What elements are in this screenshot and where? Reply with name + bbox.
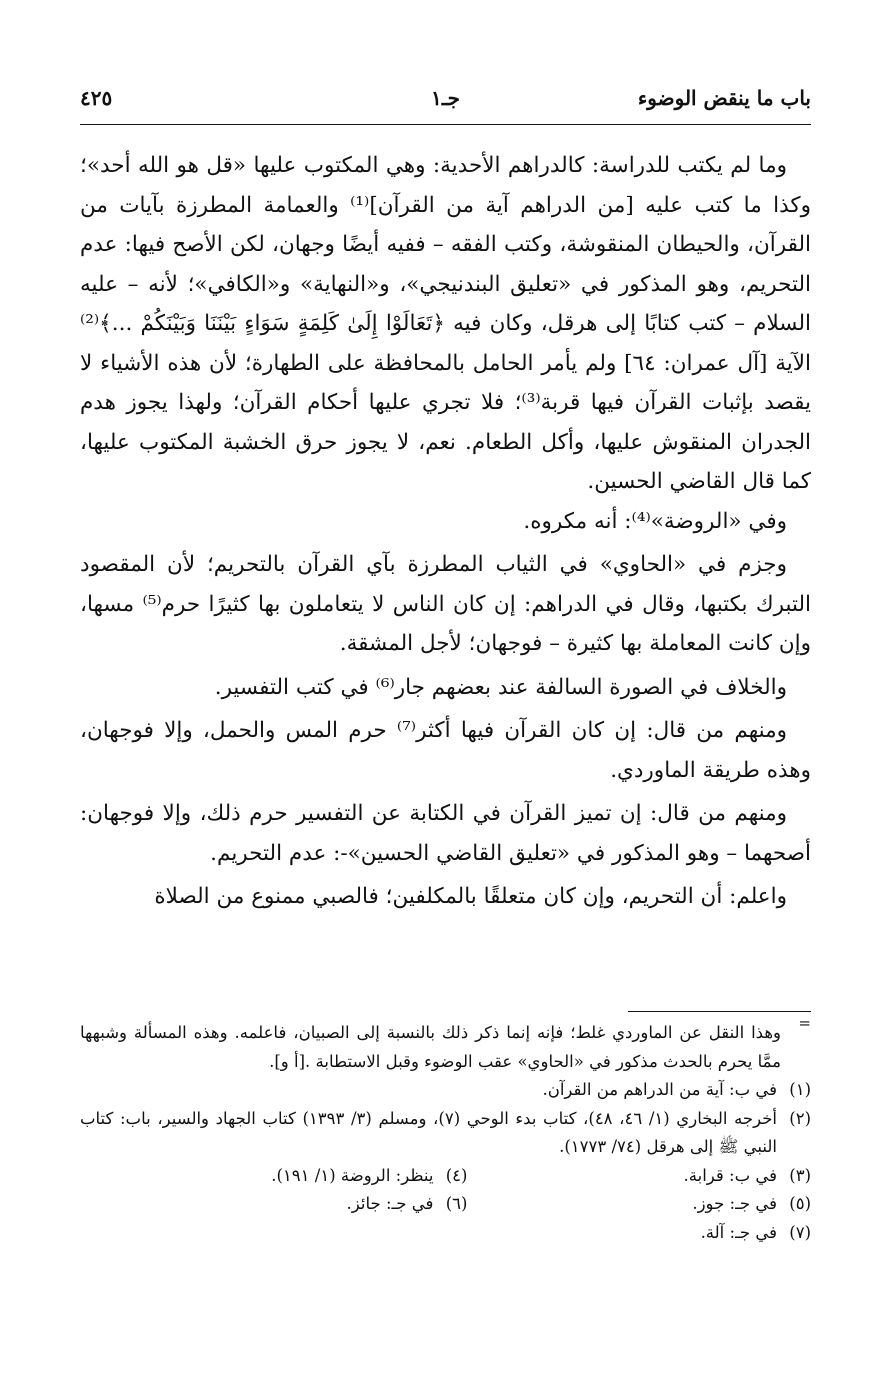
footnote-continuation: وهذا النقل عن الماوردي غلط؛ فإنه إنما ذكر ذلك بالنسبة إلى الصبيان، فاعلمه. وهذه المسألة وشبهها ممَّا يحرم بالحدث مذكور في «الحاوي» عقب الوضوء وقبل الاستطابة .[أ و]. bbox=[80, 1023, 781, 1071]
paragraph: والخلاف في الصورة السالفة عند بعضهم جار⁽⁶⁾ في كتب التفسير. bbox=[214, 674, 787, 700]
footnote-text: في جـ: آلة. bbox=[700, 1222, 777, 1242]
footnote-1 bbox=[80, 1076, 811, 1105]
paragraph: وما لم يكتب للدراسة: كالدراهم الأحدية: وهي المكتوب عليها «قل هو الله أحد»؛ وكذا ما كتب عليه [من الدراهم آية من القرآن]⁽¹⁾ والعمامة المطرزة بآيات من القرآن، والحيطان المنقوشة، وكتب الفقه – ففيه أيضًا وجهان، لكن الأصح فيها: عدم التحريم، وهو المذكور في «تعليق البندنيجي»، و«النهاية» و«الكافي»؛ لأنه – عليه السلام – كتب كتابًا إلى هرقل، وكان فيه ﴿تَعَالَوْا إِلَىٰ كَلِمَةٍ سَوَاءٍ بَيْنَنَا وَبَيْنَكُمْ ...﴾⁽²⁾ الآية [آل عمران: ٦٤] ولم يأمر الحامل بالمحافظة على الطهارة؛ لأن هذه الأشياء لا يقصد بإثبات القرآن فيها قربة⁽³⁾؛ فلا تجري عليها أحكام القرآن؛ ولهذا يجوز هدم الجدران المنقوش عليها، وأكل الطعام. نعم، لا يجوز حرق الخشبة المكتوب عليها، كما قال القاضي الحسين. bbox=[80, 153, 812, 494]
footnote-number: (٣) bbox=[789, 1165, 811, 1185]
page-number: ٤٢٥ bbox=[80, 86, 113, 110]
footnote-number: (٢) bbox=[789, 1108, 811, 1128]
paragraph: وجزم في «الحاوي» في الثياب المطرزة بآي القرآن بالتحريم؛ لأن المقصود التبرك بكتبها، وقال في الدراهم: إن كان الناس لا يتعاملون بها كثيرًا حرم⁽⁵⁾ مسها، وإن كانت المعاملة بها كثيرة – فوجهان؛ لأجل المشقة. bbox=[80, 552, 811, 656]
paragraph: ومنهم من قال: إن تميز القرآن في الكتابة عن التفسير حرم ذلك، وإلا فوجهان: أصحهما – وهو المذكور في «تعليق القاضي الحسين»-: عدم التحريم. bbox=[80, 801, 811, 866]
footnote-continuation-mark: = bbox=[798, 1014, 811, 1032]
footnote-row bbox=[80, 1162, 811, 1191]
footnote-number: (٤) bbox=[445, 1165, 468, 1185]
volume-label: جـ١ bbox=[431, 86, 460, 110]
footnote-6 bbox=[124, 1190, 468, 1219]
footnote-text: في ب: آية من الدراهم من القرآن. bbox=[542, 1080, 777, 1099]
footnote-7 bbox=[80, 1219, 811, 1248]
running-head bbox=[80, 86, 811, 120]
footnote-text: في ب: قرابة. bbox=[683, 1165, 777, 1185]
footnote-text: في جـ: جوز. bbox=[692, 1194, 777, 1213]
footnote-5 bbox=[467, 1190, 811, 1219]
footnote-divider bbox=[628, 1011, 811, 1012]
main-text bbox=[80, 146, 811, 917]
paragraph: وفي «الروضة»⁽⁴⁾: أنه مكروه. bbox=[523, 508, 787, 534]
footnote-4 bbox=[124, 1162, 468, 1191]
footnotes bbox=[80, 1019, 811, 1247]
footnote-number: (٥) bbox=[789, 1194, 811, 1213]
footnote-number: (١) bbox=[789, 1080, 811, 1099]
footnote-row bbox=[80, 1190, 811, 1219]
chapter-title: باب ما ينقض الوضوء bbox=[637, 86, 811, 110]
footnote-text: أخرجه البخاري (١/ ٤٦، ٤٨)، كتاب بدء الوحي (٧)، ومسلم (٣/ ١٣٩٣) كتاب الجهاد والسير، باب: كتاب النبي ﷺ إلى هرقل (٧٤/ ١٧٧٣). bbox=[80, 1108, 777, 1156]
footnote-3 bbox=[467, 1162, 811, 1191]
footnote-number: (٧) bbox=[789, 1222, 811, 1242]
footnote-number: (٦) bbox=[445, 1194, 468, 1213]
footnote-text: ينظر: الروضة (١/ ١٩١). bbox=[271, 1165, 434, 1185]
header-divider bbox=[80, 124, 811, 125]
footnote-text: في جـ: جائز. bbox=[346, 1194, 434, 1213]
paragraph: ومنهم من قال: إن كان القرآن فيها أكثر⁽⁷⁾ حرم المس والحمل، وإلا فوجهان، وهذه طريقة الماوردي. bbox=[80, 718, 811, 783]
footnote-2 bbox=[80, 1105, 811, 1162]
paragraph: واعلم: أن التحريم، وإن كان متعلقًا بالمكلفين؛ فالصبي ممنوع من الصلاة bbox=[154, 884, 787, 909]
